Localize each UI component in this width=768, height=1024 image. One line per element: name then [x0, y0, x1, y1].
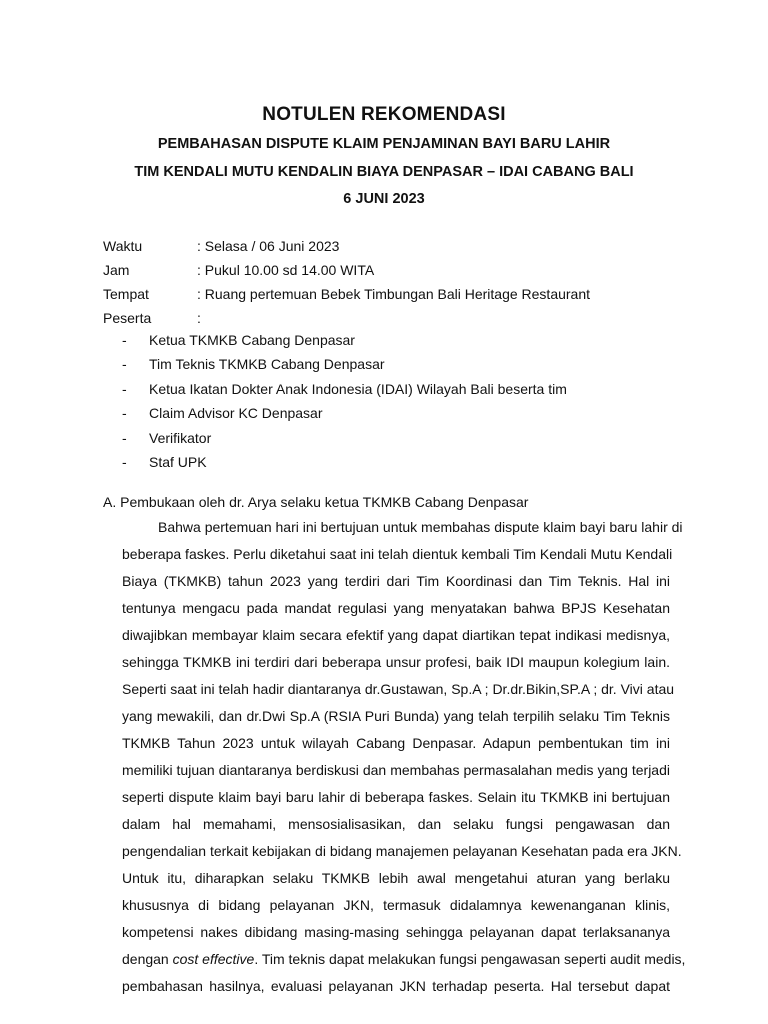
- paragraph-line: TKMKB Tahun 2023 untuk wilayah Cabang Denpasar. Adapun pembentukan tim ini: [122, 735, 670, 751]
- list-bullet: -: [122, 405, 127, 422]
- subtitle-topic: PEMBAHASAN DISPUTE KLAIM PENJAMINAN BAYI BARU LAHIR: [157, 136, 611, 152]
- participant-name: Staf UPK: [149, 453, 207, 470]
- paragraph-line: Bahwa pertemuan hari ini bertujuan untuk membahas dispute klaim bayi baru lahir di: [158, 519, 683, 535]
- paragraph-line: [122, 946, 686, 973]
- subtitle-date: 6 JUNI 2023: [343, 191, 425, 207]
- section-a-heading: A. Pembukaan oleh dr. Arya selaku ketua TKMKB Cabang Denpasar: [103, 494, 529, 510]
- paragraph-line: yang mewakili, dan dr.Dwi Sp.A (RSIA Puri Bunda) yang telah terpilih selaku Tim Teknis: [122, 708, 670, 724]
- paragraph-line: tentunya mengacu pada mandat regulasi yang menyatakan bahwa BPJS Kesehatan: [122, 600, 670, 616]
- paragraph-line: beberapa faskes. Perlu diketahui saat ini telah dientuk kembali Tim Kendali Mutu Kendali: [122, 546, 673, 562]
- section-a-paragraph: [122, 514, 686, 1000]
- list-bullet: -: [122, 380, 127, 397]
- list-bullet: -: [122, 453, 127, 470]
- paragraph-line: kompetensi nakes dibidang masing-masing sehingga pelayanan dapat terlaksananya: [122, 924, 670, 940]
- meta-value: :: [197, 310, 201, 326]
- paragraph-line: Untuk itu, diharapkan selaku TKMKB lebih awal mengetahui aturan yang berlaku: [122, 870, 670, 886]
- meta-label: Waktu: [103, 238, 143, 254]
- italic-term: cost effective: [172, 951, 255, 967]
- subtitle-team: TIM KENDALI MUTU KENDALIN BIAYA DENPASAR – IDAI CABANG BALI: [134, 164, 634, 180]
- meta-label: Tempat: [103, 286, 149, 302]
- meta-label: Jam: [103, 262, 130, 278]
- paragraph-line: sehingga TKMKB ini terdiri dari beberapa unsur profesi, baik IDI maupun kolegium lain.: [122, 654, 670, 670]
- paragraph-line: memiliki tujuan diantaranya berdiskusi dan membahas permasalahan medis yang terjadi: [122, 762, 670, 778]
- list-bullet: -: [122, 429, 127, 446]
- line-text-after: . Tim teknis dapat melakukan fungsi pengawasan seperti audit medis,: [254, 951, 686, 967]
- meta-value: : Ruang pertemuan Bebek Timbungan Bali Heritage Restaurant: [197, 286, 591, 302]
- list-bullet: -: [122, 332, 127, 348]
- paragraph-line: seperti dispute klaim bayi baru lahir di beberapa faskes. Selain itu TKMKB ini bertujuan: [122, 789, 670, 805]
- paragraph-line: Seperti saat ini telah hadir diantaranya dr.Gustawan, Sp.A ; Dr.dr.Bikin,SP.A ; dr. Vivi atau: [122, 681, 675, 697]
- line-text-before: dengan: [122, 951, 173, 967]
- paragraph-line: pengendalian terkait kebijakan di bidang manajemen pelayanan Kesehatan pada era JKN.: [122, 843, 682, 859]
- document-title: NOTULEN REKOMENDASI: [262, 104, 506, 125]
- participant-name: Claim Advisor KC Denpasar: [149, 405, 323, 422]
- meta-label: Peserta: [103, 310, 152, 326]
- participant-name: Ketua TKMKB Cabang Denpasar: [149, 332, 355, 348]
- paragraph-line: khususnya di bidang pelayanan JKN, termasuk didalamnya kewenanganan klinis,: [122, 897, 670, 913]
- participant-name: Tim Teknis TKMKB Cabang Denpasar: [149, 356, 385, 373]
- paragraph-line: diwajibkan membayar klaim secara efektif yang dapat diartikan tepat indikasi medisnya,: [122, 627, 670, 643]
- list-bullet: -: [122, 356, 127, 373]
- participant-name: Verifikator: [149, 429, 212, 446]
- meta-value: : Selasa / 06 Juni 2023: [197, 238, 340, 254]
- paragraph-line: pembahasan hasilnya, evaluasi pelayanan JKN terhadap peserta. Hal tersebut dapat: [122, 978, 670, 994]
- paragraph-line: dalam hal memahami, mensosialisasikan, dan selaku fungsi pengawasan dan: [122, 816, 670, 832]
- meta-value: : Pukul 10.00 sd 14.00 WITA: [197, 262, 375, 278]
- paragraph-line: Biaya (TKMKB) tahun 2023 yang terdiri dari Tim Koordinasi dan Tim Teknis. Hal ini: [122, 573, 670, 589]
- participant-name: Ketua Ikatan Dokter Anak Indonesia (IDAI) Wilayah Bali beserta tim: [149, 380, 567, 397]
